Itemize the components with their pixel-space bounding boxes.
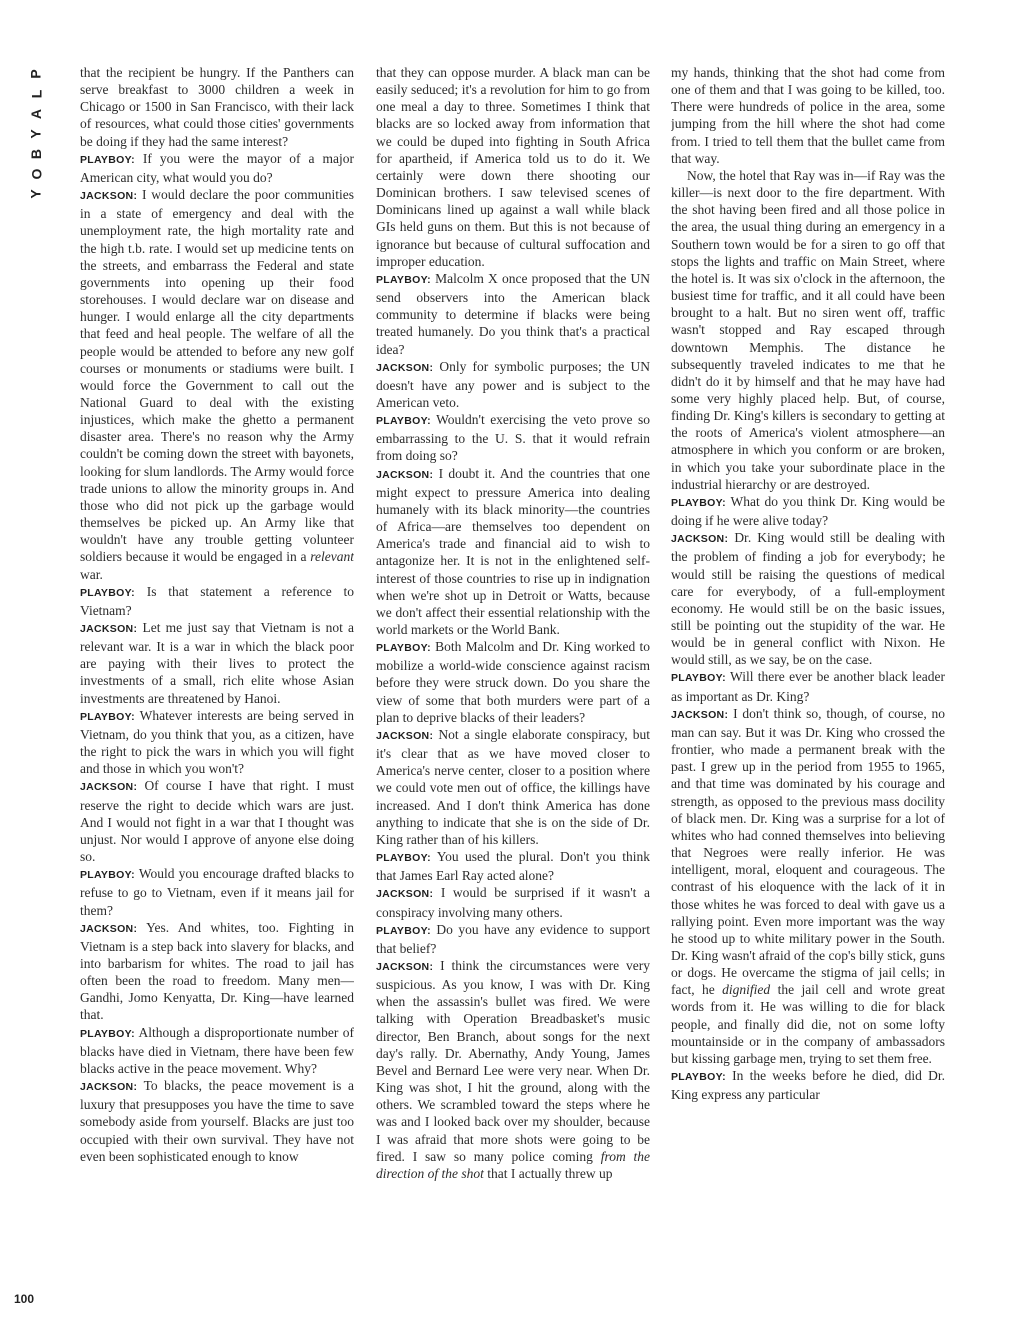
speaker-label: PLAYBOY: [376,924,431,937]
speaker-label: JACKSON: [80,922,138,935]
body-text: that the recipient be hungry. If the Panthers can serve breakfast to 3000 children a week in Chicago or 1500 in San Francisco, with their lack of resources, what could those cities' governments be doing if they had the same interest? [80,65,354,149]
masthead-letter: B [28,148,44,160]
paragraph [80,919,354,1024]
body-text: war. [80,566,103,582]
italic-text: from the direction of the shot [376,1148,650,1181]
page-number: 100 [14,1292,35,1306]
speaker-label: PLAYBOY: [376,642,431,655]
speaker-label: PLAYBOY: [80,1027,135,1040]
speaker-label: PLAYBOY: [671,672,726,685]
body-text: Is that statement a reference to Vietnam? [80,583,354,618]
paragraph [80,707,354,778]
paragraph [376,411,650,464]
body-text: Only for symbolic purposes; the UN doesn't have any power and is subject to the American veto. [376,358,650,410]
body-text: Although a disproportionate number of blacks have died in Vietnam, there have been few blacks active in the peace movement. Why? [80,1024,354,1076]
speaker-label: JACKSON: [80,1081,138,1094]
paragraph [376,957,650,1182]
speaker-label: JACKSON: [671,708,729,721]
body-text: What do you think Dr. King would be doing if he were alive today? [671,493,945,529]
text-column-1 [80,64,354,1294]
text-column-3 [671,64,945,1294]
paragraph [376,64,650,270]
paragraph [376,358,650,411]
speaker-label: JACKSON: [671,533,729,546]
speaker-label: PLAYBOY: [80,153,135,166]
paragraph [80,186,354,583]
paragraph [376,848,650,884]
paragraph [376,270,650,358]
paragraph [80,150,354,186]
speaker-label: JACKSON: [376,888,434,901]
body-text: You used the plural. Don't you think that James Earl Ray acted alone? [376,849,650,884]
paragraph [671,493,945,529]
speaker-label: JACKSON: [80,623,138,635]
magazine-masthead [24,64,48,204]
body-text: I don't think so, though, of course, no man can say. But it was Dr. King who crossed the frontier, who made a permanent break with the past. I grew up in the period from 1955 to 1965, and that time was dominated by his courage and strength, as opposed to the previous mass docility of black men. Dr. King was a surprise for a lot of whites who had conned themselves into believing that Negroes were really inferior. He was intelligent, moral, eloquent and courageous. The contrast of his eloquence with the lack of it in those whites he was forced to deal with gave us a rallying point. Even more important was the way he stood up to white military power in the South. Dr. King wasn't afraid of the cop's billy stick, guns or dogs. He overcame the stigma of jail cells; in fact, he [671,705,945,998]
paragraph [671,167,945,493]
body-text: Yes. And whites, too. Fighting in Vietnam is a step back into slavery for blacks, and into barbarism for whites. The road to jail has often been the road to freedom. Many men—Gandhi, Jomo Kenyatta, Dr. King—have learned that. [80,919,354,1023]
body-text: I would be surprised if it wasn't a conspiracy involving many others. [376,885,650,920]
paragraph [376,465,650,639]
speaker-label: JACKSON: [80,190,138,203]
body-text: I doubt it. And the countries that one might expect to pressure America into dealing humanely with its black minority—the countries of Africa—are themselves too dependent on America's trade and financial aid to wish to antagonize her. It is not in the enlightened self-interest of those countries to rise up in indignation when we're shot up in Detroit or Watts, because we don't affect their essential relationship with the world markets or the World Bank. [376,465,650,637]
body-text: that I actually threw up [487,1165,613,1181]
body-text: Now, the hotel that Ray was in—if Ray was the killer—is next door to the fire department. With the shot having been fired and all those police in the area, the usual thing during an emergency in a Southern town would be for a siren to go off that stops the lights and traffic on Main Street, where the hotel is. It was six o'clock in the afternoon, the busiest time for traffic, and it all could have been brought to a halt. But no siren went off, traffic wasn't stopped and Ray escaped through downtown Memphis. The distance he subsequently traveled indicates to me that he didn't do it by himself and that he may have had some very highly placed help. But, of course, finding Dr. King's killers is secondary to getting at the roots of America's violent atmosphere—an atmosphere in which you conform or are broken, in which you take your subordinate place in the industrial hierarchy or are destroyed. [671,167,945,492]
paragraph [671,668,945,704]
speaker-label: JACKSON: [80,781,138,794]
masthead-letter: Y [28,189,44,199]
paragraph [671,529,945,668]
paragraph [80,1077,354,1165]
speaker-label: PLAYBOY: [376,852,431,865]
paragraph [671,1067,945,1103]
italic-text: relevant [310,549,354,565]
speaker-label: PLAYBOY: [80,710,135,723]
body-text: Dr. King would still be dealing with the problem of finding a job for everybody; he would still be raising the questions of medical care for everybody, of a full-employment economy. He would still be on the basic issues, still be pointing out the stupidity of the war. He would be in general conflict with Nixon. He would still, as we say, be on the case. [671,530,945,668]
body-text: Let me just say that Vietnam is not a relevant war. It is a war in which the black poor are paying with their lives to protect the investments of a small, rich elite whose Asian investments are threatened by Hanoi. [80,620,354,706]
body-text: To blacks, the peace movement is a luxury that presupposes you have the time to save somebody aside from yourself. Blacks are just too occupied with their own survival. They have not even been sophisticated enough to know [80,1078,354,1164]
body-text: I would declare the poor communities in a state of emergency and deal with the unemployment rate, the high mortality rate and the high t.b. rate. I would set up medicine tents on the streets, and embarrass the Federal and state governments into opening up their food storehouses. I would declare war on disease and hunger. I would enlarge all the city departments that feed and heal people. The welfare of all the people would be attended to before any new golf courses or monuments or stadiums were built. I would force the Government to call out the National Guard to deal with the existing injustices, which make the ghetto a permanent disaster area. There's no reason why the Army couldn't be coming down the street with bayonets, looking for slum landlords. The Army would force trade unions to allow the minority groups in. And those who did not pick up the garbage would themselves be picked up. An Army like that wouldn't have any trouble getting volunteer soldiers because it would be engaged in a [80,187,354,565]
speaker-label: PLAYBOY: [376,415,431,428]
paragraph [80,865,354,918]
body-text: Of course I have that right. I must reserve the right to decide which wars are just. And I would not fight in a war that I thought was unjust. Nor would I approve of anyone else doing so. [80,778,354,865]
body-text: If you were the mayor of a major American city, what would you do? [80,150,354,185]
body-text: Wouldn't exercising the veto prove so embarrassing to the U. S. that it would refrain from doing so? [376,412,650,464]
masthead-letter: A [28,108,44,120]
paragraph [671,64,945,167]
italic-text: dignified [722,982,771,998]
speaker-label: JACKSON: [376,729,434,742]
masthead-letter: L [28,89,44,99]
masthead-letter: Y [28,129,44,139]
body-text: Will there ever be another black leader as important as Dr. King? [671,669,945,704]
paragraph [671,705,945,1067]
body-text: the jail cell and wrote great words from it. He was willing to die for black people, and finally did die, not on some lofty mountainside or in the company of ambassadors but kissing garbage men, trying to set them free. [671,982,945,1066]
speaker-label: JACKSON: [376,361,434,374]
speaker-label: PLAYBOY: [80,869,135,882]
speaker-label: JACKSON: [376,960,434,973]
paragraph [80,1024,354,1077]
paragraph [376,884,650,920]
paragraph [376,921,650,957]
body-text: Not a single elaborate conspiracy, but it's clear that as we have moved closer to America's nerve center, closer to a position where we could vote men out of office, the killings have increased. And I don't think America has done anything to indicate that she is on the side of Dr. King rather than of his killers. [376,726,650,847]
body-text: my hands, thinking that the shot had come from one of them and that I was going to be killed, too. There were hundreds of police in the area, some jumping from the hill where the shot had come from. I tried to tell them that the bullet came from that way. [671,65,945,166]
body-text: I think the circumstances were very suspicious. As you know, I was with Dr. King when the assassin's bullet was fired. We were talking with Operation Breadbasket's music director, Ben Branch, about songs for the next day's rally. Dr. Abernathy, Andy Young, James Bevel and Bernard Lee were very near. When Dr. King was shot, I hit the ground, along with the others. We scrambled toward the steps where he was and I looked back over my shoulder, because I was afraid that more shots were going to be fired. I saw so many police coming [376,957,650,1164]
paragraph [80,619,354,707]
paragraph [376,726,650,848]
body-text: that they can oppose murder. A black man can be easily seduced; it's a revolution for him to go from one meal a day to three. Sometimes I think that blacks are so locked away from information that we could be duped into fighting in South Africa for apartheid, if America told us to do it. We certainly were down there shooting our Dominican brothers. I saw televised scenes of Dominicans lined up against a wall while black GIs held guns on them. But this is not because of ignorance but because of cultural suffocation and improper education. [376,65,650,269]
text-column-2 [376,64,650,1294]
paragraph [80,583,354,619]
speaker-label: PLAYBOY: [671,496,726,509]
speaker-label: PLAYBOY: [376,273,431,286]
paragraph [80,64,354,150]
speaker-label: JACKSON: [376,468,434,481]
speaker-label: PLAYBOY: [671,1071,726,1084]
masthead-letter: P [28,69,44,79]
body-text: In the weeks before he died, did Dr. King express any particular [671,1068,945,1103]
body-text: Whatever interests are being served in Vietnam, do you think that you, as a citizen, have the right to pick the wars in which you will fight and those in which you won't? [80,707,354,777]
body-text: Would you encourage drafted blacks to refuse to go to Vietnam, even if it means jail for them? [80,866,354,918]
masthead-letter: O [27,168,44,180]
speaker-label: PLAYBOY: [80,586,135,599]
body-text: Both Malcolm and Dr. King worked to mobilize a world-wide conscience against racism before they were struck down. Do you share the view of some that both murders were part of a plan to deprive blacks of their leaders? [376,639,650,725]
paragraph [80,777,354,865]
body-text: Do you have any evidence to support that belief? [376,921,650,956]
body-text: Malcolm X once proposed that the UN send observers into the American black community to determine if blacks were being treated humanely. Do you think that's a practical idea? [376,270,650,357]
paragraph [376,638,650,726]
